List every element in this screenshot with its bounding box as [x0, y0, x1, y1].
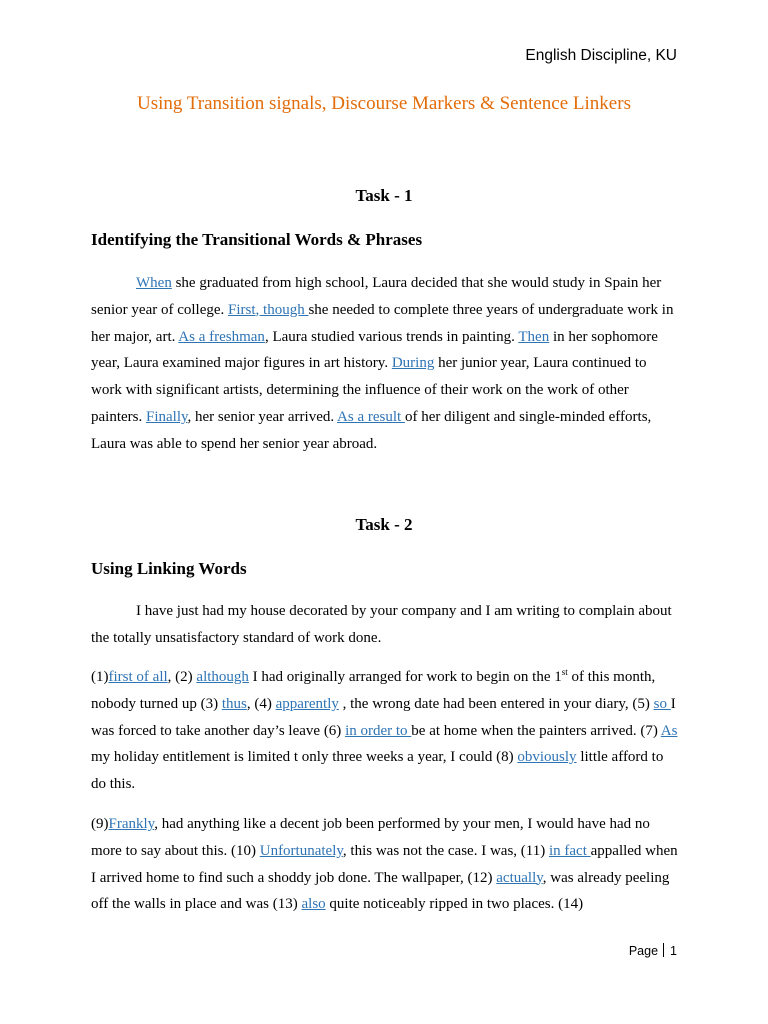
keyword-link[interactable]: first of all: [108, 669, 168, 685]
page-footer: [629, 943, 677, 958]
task-2-paragraph-1: (1)first of all, (2) although I had originally arranged for work to begin on the 1st of this month, nobody turned up (3) thus, (4) apparently , the wrong date had been entered in your diary, (5) so I was forced to take another day’s leave (6) in order to be at home when the painters arrived. (7) As my holiday entitlement is limited t only three weeks a year, I could (8) obviously little afford to do this.: [91, 667, 678, 793]
task-1-paragraph: When she graduated from high school, Laura decided that she would study in Spain her senior year of college. First, though she needed to complete three years of undergraduate work in her major, art. As a freshman, Laura studied various trends in painting. Then in her sophomore year, Laura examined major figures in art history. During her junior year, Laura continued to work with significant artists, determining the influence of their work on the work of other painters. Finally, her senior year arrived. As a result of her diligent and single-minded efforts, Laura was able to spend her senior year abroad.: [91, 275, 674, 452]
keyword-link[interactable]: although: [196, 669, 249, 685]
keyword-link[interactable]: Unfortunately: [259, 842, 343, 859]
task-1-subheading: Identifying the Transitional Words & Phrases: [91, 230, 423, 249]
task-2-subheading: Using Linking Words: [91, 559, 247, 578]
task-1-heading: Task - 1: [355, 186, 413, 205]
keyword-link[interactable]: During: [391, 355, 435, 372]
keyword-link[interactable]: also: [301, 896, 326, 913]
task-2-intro-paragraph: I have just had my house decorated by your company and I am writing to complain about the totally unsatisfactory standard of work done.: [91, 603, 672, 646]
keyword-link[interactable]: actually: [496, 869, 543, 886]
header-discipline: English Discipline, KU: [525, 47, 677, 64]
keyword-link[interactable]: Finally: [145, 408, 188, 425]
keyword-link[interactable]: , though: [255, 301, 309, 318]
keyword-link[interactable]: Then: [518, 328, 550, 345]
page-label: Page: [628, 944, 659, 958]
keyword-link[interactable]: As a freshman: [178, 328, 265, 345]
footer-divider: [663, 943, 664, 957]
keyword-link[interactable]: thus: [221, 695, 247, 712]
keyword-link[interactable]: As: [660, 722, 678, 739]
keyword-link[interactable]: so: [653, 695, 671, 712]
task-2-paragraph-2: (9)Frankly, had anything like a decent job been performed by your men, I would have had no more to say about this. (10) Unfortunately, this was not the case. I was, (11) in fact appalled when I arrived home to find such a shoddy job done. The wallpaper, (12) actually, was already peeling off the walls in place and was (13) also quite noticeably ripped in two places. (14): [91, 816, 678, 913]
keyword-link[interactable]: When: [136, 275, 172, 291]
keyword-link[interactable]: in order to: [345, 722, 412, 739]
keyword-link[interactable]: obviously: [517, 749, 577, 766]
keyword-link[interactable]: Frankly: [108, 816, 155, 832]
page-number: 1: [670, 944, 677, 958]
keyword-link[interactable]: apparently: [275, 695, 339, 712]
task-2-heading: Task - 2: [355, 515, 413, 534]
document-title: Using Transition signals, Discourse Markers & Sentence Linkers: [137, 93, 631, 114]
keyword-link[interactable]: First: [228, 301, 256, 318]
superscript: st: [561, 667, 568, 677]
keyword-link[interactable]: As a result: [337, 408, 405, 425]
keyword-link[interactable]: in fact: [548, 842, 591, 859]
